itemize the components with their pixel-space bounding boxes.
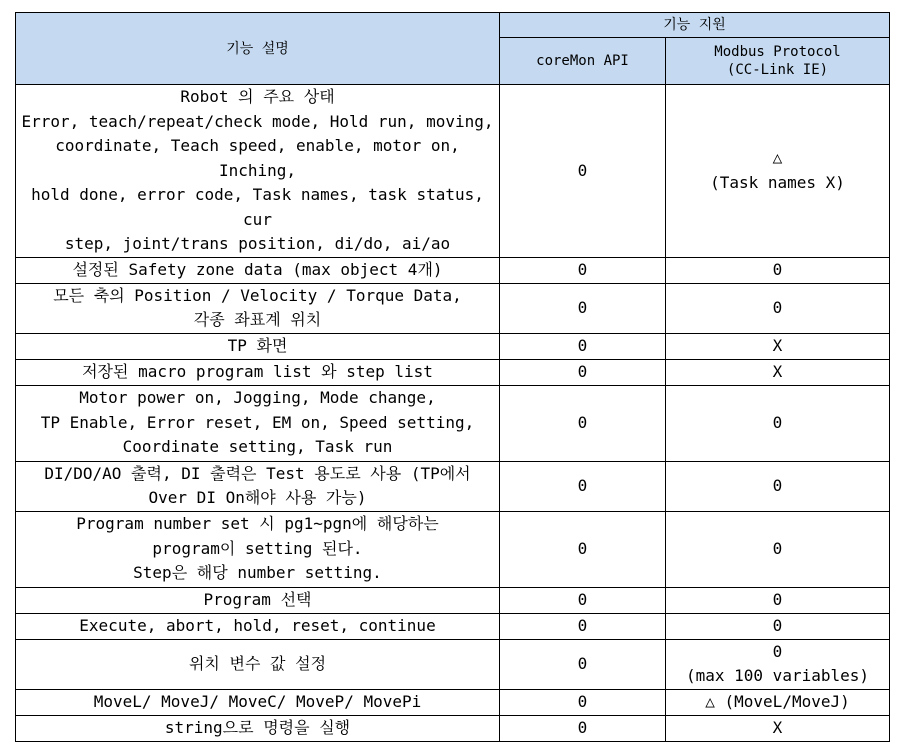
- feature-description-line: Coordinate setting, Task run: [122, 437, 393, 457]
- feature-description-cell: [16, 511, 500, 587]
- modbus-support-line: 0: [772, 615, 783, 635]
- table-row: [16, 613, 890, 639]
- coremon-api-support-cell: 0: [500, 715, 666, 741]
- feature-description-cell: [16, 715, 500, 741]
- header-feature-description: 기능 설명: [16, 13, 500, 85]
- table-row: [16, 587, 890, 613]
- table-row: [16, 639, 890, 689]
- feature-description-line: hold done, error code, Task names, task status, cur: [31, 185, 484, 229]
- modbus-support-cell: [666, 715, 890, 741]
- coremon-api-support-cell: 0: [500, 461, 666, 511]
- coremon-api-support-cell: 0: [500, 639, 666, 689]
- table-row: [16, 689, 890, 715]
- modbus-support-line: 0: [772, 475, 783, 495]
- feature-description-line: 위치 변수 값 설정: [188, 653, 327, 673]
- modbus-support-line: △ (MoveL/MoveJ): [705, 691, 850, 711]
- modbus-support-cell: [666, 639, 890, 689]
- feature-description-line: Robot 의 주요 상태: [180, 87, 335, 106]
- table-row: [16, 715, 890, 741]
- modbus-support-line: 0: [772, 259, 783, 279]
- header-modbus-line1: Modbus Protocol: [714, 44, 841, 60]
- feature-support-table: [15, 12, 890, 742]
- modbus-support-line: X: [772, 335, 783, 355]
- feature-description-line: step, joint/trans position, di/do, ai/ao: [64, 234, 451, 253]
- modbus-support-cell: [666, 257, 890, 283]
- feature-description-line: Motor power on, Jogging, Mode change,: [79, 388, 436, 408]
- table-row: [16, 283, 890, 333]
- coremon-api-support-cell: 0: [500, 689, 666, 715]
- modbus-support-cell: [666, 333, 890, 359]
- feature-description-line: Over DI On해야 사용 가능): [148, 488, 367, 507]
- modbus-support-line: △: [772, 148, 783, 168]
- table-row: [16, 511, 890, 587]
- table-header: [16, 13, 890, 85]
- coremon-api-support-cell: 0: [500, 85, 666, 258]
- modbus-support-line: 0: [772, 297, 783, 317]
- modbus-support-cell: [666, 385, 890, 461]
- feature-description-line: Step은 해당 number setting.: [133, 563, 382, 583]
- modbus-support-line: 0: [772, 538, 783, 558]
- table-body: [16, 85, 890, 742]
- feature-description-line: MoveL/ MoveJ/ MoveC/ MoveP/ MovePi: [93, 691, 422, 711]
- coremon-api-support-cell: 0: [500, 283, 666, 333]
- coremon-api-support-cell: 0: [500, 587, 666, 613]
- feature-description-line: Program number set 시 pg1~pgn에 해당하는: [76, 514, 439, 534]
- coremon-api-support-cell: 0: [500, 511, 666, 587]
- modbus-support-cell: [666, 461, 890, 511]
- table-row: [16, 257, 890, 283]
- feature-description-line: 설정된 Safety zone data (max object 4개): [72, 259, 443, 279]
- feature-description-cell: [16, 613, 500, 639]
- feature-description-cell: [16, 333, 500, 359]
- feature-description-line: Program 선택: [203, 589, 312, 609]
- feature-description-line: TP 화면: [227, 335, 288, 355]
- modbus-support-cell: [666, 511, 890, 587]
- feature-description-line: 저장된 macro program list 와 step list: [82, 361, 433, 381]
- feature-description-cell: [16, 385, 500, 461]
- modbus-support-cell: [666, 689, 890, 715]
- feature-description-line: Error, teach/repeat/check mode, Hold run, moving,: [21, 111, 494, 131]
- header-feature-support: 기능 지원: [500, 13, 890, 38]
- feature-description-line: Execute, abort, hold, reset, continue: [79, 615, 436, 635]
- feature-description-cell: [16, 85, 500, 258]
- modbus-support-cell: [666, 613, 890, 639]
- coremon-api-support-cell: 0: [500, 385, 666, 461]
- header-modbus-line2: (CC-Link IE): [726, 62, 829, 78]
- modbus-support-line: (max 100 variables): [685, 666, 870, 685]
- feature-description-cell: [16, 689, 500, 715]
- modbus-support-cell: [666, 85, 890, 258]
- feature-description-cell: [16, 257, 500, 283]
- coremon-api-support-cell: 0: [500, 257, 666, 283]
- feature-description-line: coordinate, Teach speed, enable, motor on, Inching,: [55, 136, 460, 180]
- feature-description-cell: [16, 461, 500, 511]
- modbus-support-line: X: [772, 361, 783, 381]
- feature-description-line: program이 setting 된다.: [152, 538, 363, 558]
- coremon-api-support-cell: 0: [500, 359, 666, 385]
- header-coremon-api: coreMon API: [500, 38, 666, 85]
- modbus-support-line: 0: [772, 412, 783, 432]
- table-row: [16, 333, 890, 359]
- feature-description-cell: [16, 283, 500, 333]
- feature-description-line: string으로 명령을 실행: [164, 717, 351, 737]
- feature-description-line: TP Enable, Error reset, EM on, Speed setting,: [40, 412, 475, 432]
- modbus-support-cell: [666, 587, 890, 613]
- modbus-support-line: 0: [772, 589, 783, 609]
- feature-description-cell: [16, 587, 500, 613]
- modbus-support-line: (Task names X): [710, 172, 845, 192]
- modbus-support-cell: [666, 359, 890, 385]
- header-modbus-protocol: [666, 38, 890, 85]
- coremon-api-support-cell: 0: [500, 613, 666, 639]
- table-row: [16, 359, 890, 385]
- coremon-api-support-cell: 0: [500, 333, 666, 359]
- table-row: [16, 385, 890, 461]
- feature-description-cell: [16, 639, 500, 689]
- feature-description-cell: [16, 359, 500, 385]
- feature-description-line: 모든 축의 Position / Velocity / Torque Data,: [53, 285, 462, 305]
- feature-description-line: 각종 좌표계 위치: [193, 310, 322, 329]
- modbus-support-line: 0: [772, 641, 783, 661]
- table-row: [16, 461, 890, 511]
- modbus-support-cell: [666, 283, 890, 333]
- modbus-support-line: X: [772, 717, 783, 737]
- feature-description-line: DI/DO/AO 출력, DI 출력은 Test 용도로 사용 (TP에서: [44, 463, 471, 483]
- table-row: [16, 85, 890, 258]
